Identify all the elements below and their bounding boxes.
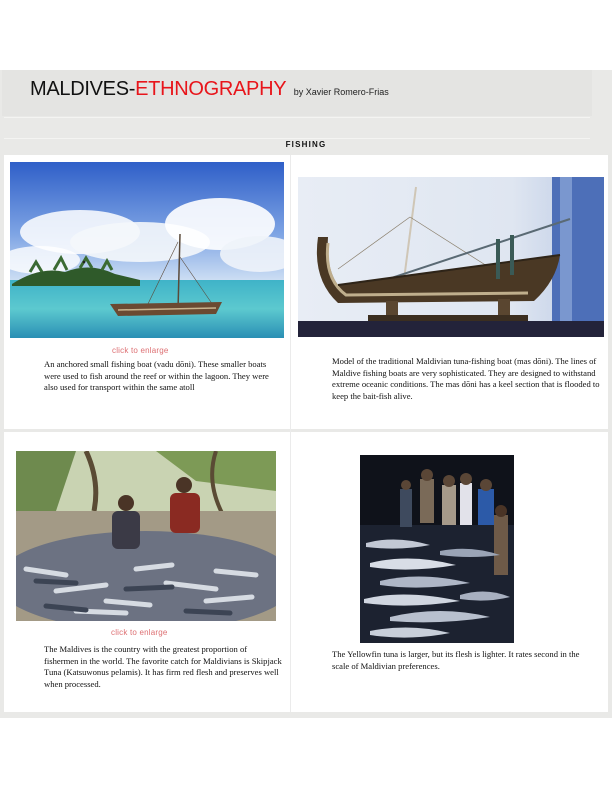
caption-mas-doni: Model of the traditional Maldivian tuna-fishing boat (mas dōni). The lines of Maldive fishing boats are very sophisticated. They are designed to withstand extreme oceanic conditions. The mas dōni has a keel section that is flooded to keep the bait-fish alive. (332, 356, 600, 401)
site-title-part2: ETHNOGRAPHY (135, 78, 287, 100)
click-to-enlarge-link-1[interactable]: click to enlarge (112, 346, 169, 355)
byline: by Xavier Romero-Frias (293, 87, 389, 97)
site-title[interactable] (30, 78, 389, 101)
caption-vadu-doni: An anchored small fishing boat (vadu dōni). These smaller boats were used to fish around the reef or within the lagoon. They were also used for transport within the same atoll (44, 359, 269, 393)
site-title-part1: MALDIVES- (30, 78, 136, 100)
masdoni-model-photo[interactable] (298, 177, 604, 337)
section-band (4, 117, 590, 139)
anchored-boat-lagoon-photo[interactable] (10, 162, 284, 338)
section-title: FISHING (285, 140, 327, 149)
yellowfin-tuna-market-photo[interactable] (360, 455, 514, 643)
click-to-enlarge-link-2[interactable]: click to enlarge (111, 628, 168, 637)
caption-yellowfin: The Yellowfin tuna is larger, but its flesh is lighter. It rates second in the scale of Maldivian preferences. (332, 649, 580, 671)
fishermen-skipjack-catch-photo[interactable] (16, 451, 276, 621)
caption-skipjack: The Maldives is the country with the greatest proportion of fishermen in the world. The favorite catch for Maldivians is Skipjack Tuna (Katsuwonus pelamis). It has firm red flesh and preserves well when processed. (44, 644, 282, 689)
column-divider (290, 155, 291, 712)
